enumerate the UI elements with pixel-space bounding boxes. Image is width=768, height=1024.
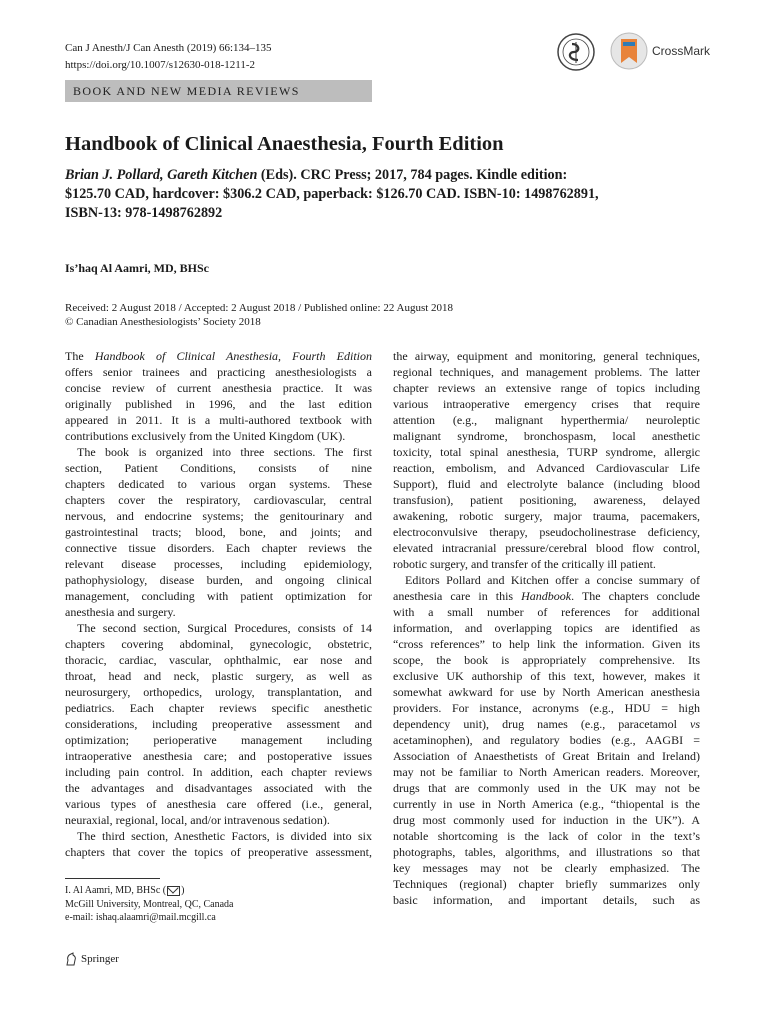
body-text-line: neuraxial, regional, local, and/or intravenous sedation). — [65, 813, 330, 827]
body-text-line: originally published in 1996, and the last edition — [65, 397, 372, 411]
body-text-line: nervous, and endocrine systems; the genitourinary and — [65, 509, 372, 523]
body-text-line: concise review of current anesthesia practice. It was — [65, 381, 372, 395]
publisher-name: Springer — [81, 953, 119, 965]
body-text-line: toxicity, total spinal anesthesia, TURP syndrome, allergic — [393, 445, 700, 459]
body-text-line: anesthesia care in this Handbook. The chapters conclude — [393, 589, 700, 603]
body-text-line: Techniques (regional) chapter briefly summarizes only — [393, 877, 700, 891]
body-text-line: malignant syndrome, bronchospasm, local anesthetic — [393, 429, 700, 443]
copyright-line: © Canadian Anesthesiologists’ Society 2018 — [65, 316, 261, 328]
body-text-line: chapters dedicated to various organ systems. These — [65, 477, 372, 491]
footnote-email[interactable]: e-mail: ishaq.alaamri@mail.mcgill.ca — [65, 912, 216, 923]
book-details-line: ISBN-13: 978-1498762892 — [65, 205, 223, 221]
body-text-line: “cross references” to help link the information. Given its — [393, 637, 700, 651]
body-text-line: The book is organized into three sections. The first — [77, 445, 372, 459]
body-text-line: Association of Anaesthetists of Great Britain and Ireland) — [393, 749, 700, 763]
body-text-line: exclusive UK authorship of this text, however, makes it — [393, 669, 700, 683]
body-text-line: may not be familiar to North American readers. Moreover, — [393, 765, 700, 779]
body-text-line: anesthesia and surgery. — [65, 605, 176, 619]
body-text-line: section, Patient Conditions, consists of nine — [65, 461, 372, 475]
society-seal-icon — [556, 32, 596, 72]
body-text-line: gastrointestinal tracts; blood, bone, and joints; and — [65, 525, 372, 539]
body-text-line: The second section, Surgical Procedures, consists of 14 — [77, 621, 372, 635]
body-text-line: attention (e.g., malignant hyperthermia/ neuroleptic — [393, 413, 700, 427]
body-text-line: notable shortcoming is the lack of color in the text’s — [393, 829, 700, 843]
publisher-mark — [65, 952, 119, 966]
doi-link[interactable]: https://doi.org/10.1007/s12630-018-1211-2 — [65, 59, 256, 71]
book-authors: Brian J. Pollard, Gareth Kitchen — [65, 167, 258, 183]
dates-line: Received: 2 August 2018 / Accepted: 2 August 2018 / Published online: 22 August 2018 — [65, 302, 454, 314]
body-text-line: pathophysiology, disease burden, and ongoing clinical — [65, 573, 372, 587]
book-details-line: $125.70 CAD, hardcover: $306.2 CAD, paperback: $126.70 CAD. ISBN-10: 1498762891, — [65, 186, 599, 202]
section-banner: BOOK AND NEW MEDIA REVIEWS — [65, 80, 372, 102]
body-text-line: acetaminophen), and regulatory bodies (e.g., AAGBI = — [393, 733, 700, 747]
body-text-line: intraoperative anesthesia care; and postoperative issues — [65, 749, 372, 763]
author-footnote — [65, 884, 234, 925]
body-text-line: thoracic, cardiac, vascular, ophthalmic, ear nose and — [65, 653, 372, 667]
body-text-line: pediatrics. Each chapter reviews specific anesthetic — [65, 701, 372, 715]
body-text-line: photographs, tables, algorithms, and illustrations so that — [393, 845, 700, 859]
body-text-line: with a small number of references for additional — [393, 605, 700, 619]
body-text-line: Support), fluid and electrolyte balance (including blood — [393, 477, 700, 491]
body-text-line: various types of anesthesia care offered (i.e., general, — [65, 797, 372, 811]
body-text-line: contributions exclusively from the United Kingdom (UK). — [65, 429, 346, 443]
book-info — [65, 166, 715, 223]
body-text-line: scope, the book is appropriately comprehensive. Its — [393, 653, 700, 667]
crossmark-icon — [610, 32, 648, 70]
body-text-line: somewhat awkward for use by North American anesthesia — [393, 685, 700, 699]
crossmark-badge[interactable] — [610, 31, 720, 71]
body-text-line: currently in use in North America (e.g., “thiopental is the — [393, 797, 700, 811]
body-text-line: management, concluding with patient optimization for — [65, 589, 372, 603]
body-text-line: electroconvulsive therapy, pseudocholinestrase deficiency, — [393, 525, 700, 539]
publication-dates — [65, 301, 453, 329]
body-text-line: robotic surgery, and transfer of the critically ill patient. — [393, 557, 656, 571]
body-column-right — [393, 348, 700, 908]
body-text-line: including pain control. In addition, each chapter reviews — [65, 765, 372, 779]
article-title: Handbook of Clinical Anaesthesia, Fourth Edition — [65, 133, 504, 155]
body-text-line: considerations, including preoperative assessment and — [65, 717, 372, 731]
body-text-line: transfusion), patient positioning, awareness, delayed — [393, 493, 700, 507]
body-text-line: connective tissue disorders. Each chapter reviews the — [65, 541, 372, 555]
book-details-line: (Eds). CRC Press; 2017, 784 pages. Kindle edition: — [257, 167, 568, 183]
body-text-line: Editors Pollard and Kitchen offer a concise summary of — [405, 573, 700, 587]
reviewer-name: Is’haq Al Aamri, MD, BHSc — [65, 261, 210, 275]
body-text-line: chapters that cover the topics of preoperative assessment, — [65, 845, 372, 859]
footnote-affiliation: McGill University, Montreal, QC, Canada — [65, 898, 234, 910]
body-text-line: providers. For instance, acronyms (e.g., HDU = high — [393, 701, 700, 715]
footnote-divider — [65, 878, 160, 879]
springer-horse-icon — [65, 952, 77, 966]
body-text-line: optimization; perioperative management including — [65, 733, 372, 747]
body-column-left — [65, 348, 372, 860]
body-text-line: basic information, and important details, such as — [393, 893, 700, 907]
body-text-line: the airway, equipment and monitoring, general techniques, — [393, 349, 700, 363]
body-text-line: appeared in 2011. It is a multi-authored textbook with — [65, 413, 372, 427]
body-text-line: reaction, embolism, and Advanced Cardiovascular Life — [393, 461, 700, 475]
body-text-line: chapters cover the respiratory, cardiovascular, central — [65, 493, 372, 507]
crossmark-label: CrossMark — [652, 44, 711, 58]
body-text-line: drug most commonly used for induction in the UK”). A — [393, 813, 700, 827]
body-text-line: neurosurgery, orthopedics, urology, transplantation, and — [65, 685, 372, 699]
body-text-line: offers senior trainees and practicing anesthesiologists a — [65, 365, 372, 379]
body-text-line: various intraoperative emergency crises that require — [393, 397, 700, 411]
body-text-line: chapters covering abdominal, gynecologic, obstetric, — [65, 637, 372, 651]
footnote-author: I. Al Aamri, MD, BHSc ( — [65, 885, 167, 896]
footnote-author-close: ) — [181, 885, 185, 896]
body-text-line: key messages may not be clearly emphasized. The — [393, 861, 700, 875]
body-text-line: elevated intracranial pressure/cerebral blood flow control, — [393, 541, 700, 555]
body-text-line: The third section, Anesthetic Factors, is divided into six — [77, 829, 372, 843]
body-text-line: throat, head and neck, plastic surgery, as well as — [65, 669, 372, 683]
body-text-line: regional techniques, and management problems. The latter — [393, 365, 700, 379]
body-text-line: relevant disease processes, including epidemiology, — [65, 557, 372, 571]
body-text-line: drugs that are commonly used in the UK may not be — [393, 781, 700, 795]
journal-citation — [65, 40, 272, 74]
body-text-line: awakening, robotic surgery, major trauma, pacemakers, — [393, 509, 700, 523]
body-text-line: The Handbook of Clinical Anesthesia, Fourth Edition — [65, 349, 372, 363]
body-text-line: information, and overlapping topics are identified as — [393, 621, 700, 635]
envelope-icon[interactable] — [167, 886, 180, 896]
citation-line: Can J Anesth/J Can Anesth (2019) 66:134–135 — [65, 42, 272, 54]
body-text-line: dependency unit), drug names (e.g., paracetamol vs — [393, 717, 700, 731]
body-text-line: the advantages and disadvantages associated with the — [65, 781, 372, 795]
body-text-line: chapter reviews an extensive range of topics including — [393, 381, 700, 395]
